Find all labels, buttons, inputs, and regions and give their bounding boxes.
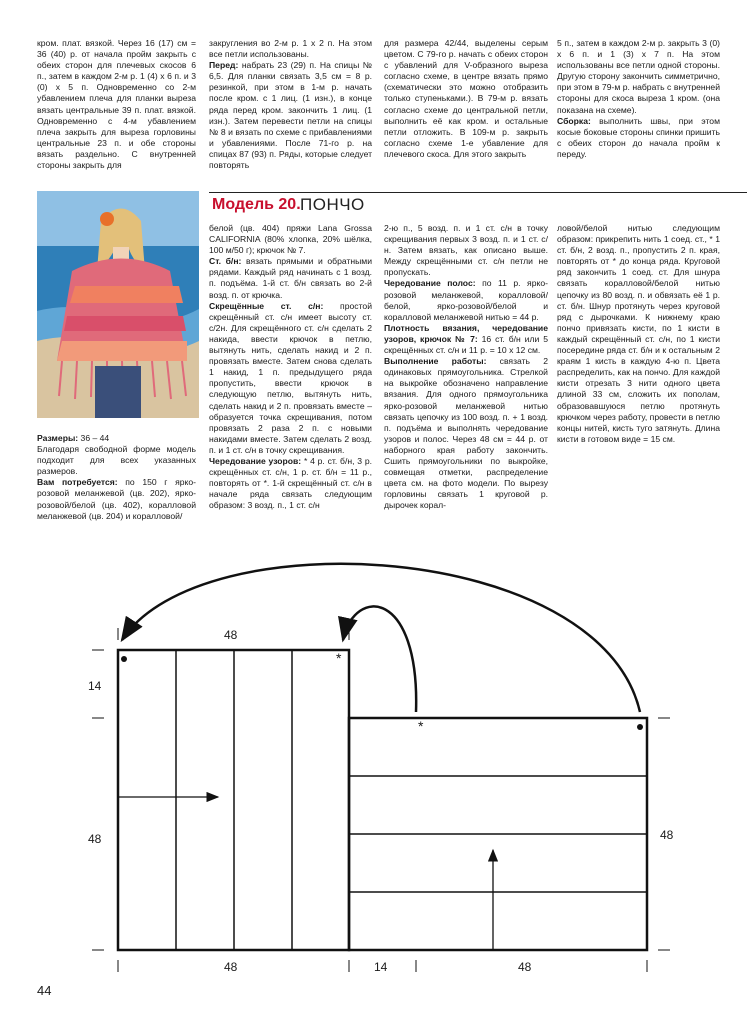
text: * 4 р. ст. б/н, 3 р. скрещённых ст. с/н, 1 р. ст. б/н = 11 р., повторять от *. 1-й скрещённый ст. с/н в начале ряда связать следующим образом: 3 возд. п., 1 ст. с/н (209, 455, 372, 511)
paragraph: ловой/белой нитью следующим образом: прикрепить нить 1 соед. ст., * 1 ст. б/н, 2 возд. п., пропустить 2 п. края, повторять от * до конца ряда. Круговой ряд закончить 1 соед. ст. Для шнура связать коралловой/белой нитью цепочку из 80 возд. п. и обвязать её 1 р. ст. б/н. Шнур протянуть через круговой ряд с дырочками. К нижнему краю пончо привязать кисти, по 1 кисти в каждый скрещённый ст. с/н, по 1 кисти посередине ряда ст. б/н и к остальным 2 краям 1 кисть в каждую 4-ю п. Цвета распределить, как на пончо. Для каждой кисти отрезать 3 нити одного цвета длиной 33 см, сложить их пополам, образовавшуюся петлю протянуть крючком через работу, провести в петлю концы нитей, кисть туго затянуть. Длина кисти в готовом виде = 15 см. (557, 223, 720, 444)
dot-connection-arrow (122, 564, 640, 712)
dim-bottom-left: 48 (224, 960, 238, 974)
text: по 11 р. ярко-розовой меланжевой, коралловой/белой, ярко-розовой/белой и коралловой меланжевой нитью = 44 р. (384, 278, 548, 322)
dot-mark-right (637, 724, 643, 730)
star-connection-arrow (343, 606, 416, 712)
star-mark-left: * (336, 650, 342, 666)
paragraph: Благодаря свободной форме модель подходит для всех указанных размеров. (37, 444, 196, 477)
text: простой скрещённый ст. с/н имеет высоту ст. с/2н. Для скрещённого ст. с/н сделать 2 накида, ввести крючок в петлю, вытянуть нить, сделать накид и 2 п. провязать вместе. Затем снова сделать 1 накид, 1 п. предыдущего ряда пропустить, ввести крючок в следующую петлю, вытянуть нить, сделать накид и 2 п. провязать вместе – образуется точка скрещивания, потом провязать 2 раза 2 п. с новыми накидами вместе. Затем сделать 2 возд. п. и 1 ст. с/н в точку скрещивания. (209, 300, 372, 455)
text: 16 ст. б/н или 5 скрещённых ст. с/н и 11 р. = 10 х 12 см. (384, 333, 548, 356)
label: Скрещённые ст. с/н: (209, 300, 324, 311)
label: Выполнение работы: (384, 356, 487, 367)
star-mark-right: * (418, 718, 424, 734)
dim-left-height: 48 (88, 832, 102, 846)
paragraph: 5 п., затем в каждом 2-м р. закрыть 3 (0) х 6 п. и 1 (3) х 7 п. На этом использованы все петли одной стороны. Другую сторону закончить симметрично, при этом в 79-м р. набрать с внутренней стороны для скоса выреза 1 кром. (она показана на схеме). (557, 38, 720, 115)
dim-right-height: 48 (660, 828, 674, 842)
paragraph: белой (цв. 404) пряжи Lana Grossa CALIFORNIA (80% хлопка, 20% шёлка, 100 м/50 г); крючок № 7. (209, 223, 372, 256)
paragraph: закругления во 2-м р. 1 х 2 п. На этом все петли использованы. (209, 38, 372, 60)
label: Чередование полос: (384, 278, 476, 289)
dimension-ticks (92, 628, 670, 972)
page-number: 44 (37, 983, 52, 998)
dot-mark-left (121, 656, 127, 662)
label: Ст. б/н: (209, 256, 242, 267)
dim-top-width: 48 (224, 628, 238, 642)
label: Перед: (209, 60, 239, 71)
dim-bottom-mid: 14 (374, 960, 388, 974)
model-title: ПОНЧО (300, 195, 365, 214)
model-number: Модель 20. (212, 196, 301, 213)
label: Чередование узоров: (209, 455, 302, 466)
dim-bottom-right: 48 (518, 960, 532, 974)
label: Вам потребуется: (37, 477, 118, 488)
text: вязать прямыми и обратными рядами. Каждый ряд начинать с 1 возд. п. подъёма. 1-й ст. б/н связать во 2-й возд. п. от крючка. (209, 256, 373, 300)
text: 36 – 44 (78, 433, 110, 443)
right-stripes (349, 776, 647, 892)
paragraph: кром. плат. вязкой. Через 16 (17) см = 36 (40) р. от начала пройм закрыть с обеих сторон для плечевых скосов 6 п., затем в каждом 2-м р. 1 (4) х 6 п. и 3 (0) х 5 п. Одновременно со 2-м убавлением плеча для планки выреза вязать центральные 39 п. плат. вязкой. Одновременно с 4-м убавлением плеча закрыть для выреза горловины центральные 23 п. и обе стороны вязать раздельно. С внутренней стороны закрыть для (37, 38, 196, 171)
dim-left-top-height: 14 (88, 679, 102, 693)
text: по 150 г ярко-розовой меланжевой (цв. 202), ярко-розовой/белой (цв. 402), коралловой меланжевой (цв. 204) и коралловой/ (37, 477, 196, 521)
label: Плотность вязания, чередование узоров, крючок № 7: (384, 322, 548, 344)
label: Размеры: (37, 433, 79, 443)
label: Сборка: (557, 115, 591, 126)
text: выполнить швы, при этом косые боковые стороны спинки пришить с обеих сторон до начала пройм к переду. (557, 115, 720, 159)
left-stripes (176, 650, 292, 950)
text: набрать 23 (29) п. На спицы № 6,5. Для планки связать 3,5 см = 8 р. резинкой, при этом в 1-м р. начать после кром. с 1 лиц. (1 изн.), в конце ряда перед кром. закончить 1 лиц. (1 изн.). Затем перевести петли на спицы № 8 и вязать по схеме с прибавлениями и убавлениями. После 71-го р. на спицах 87 (93) п. Ряды, которые следует повторять (209, 60, 372, 171)
text: связать 2 одинаковых прямоугольника. Стрелкой на выкройке обозначено направление вязания. Для одного прямоугольника ярко-розовой меланжевой нитью связать цепочку из 100 возд. п. + 1 возд. п. подъёма и выполнять чередование узоров и полос. Через 48 см = 44 р. от наборного края работу закончить. Сшить прямоугольники по выкройке, совмещая отметки, распределение цвета см. на фото модели. По вырезу горловины связать 1 круговой р. дырочек корал- (384, 356, 549, 511)
paragraph: для размера 42/44, выделены серым цветом. С 79-го р. начать с обеих сторон с убавлений для V-образного выреза согласно схеме, в центре вязать прямо (схематически это можно отобразить только ступеньками.). В 79-м р. вязать согласно схеме до центральной петли, выполнить её как кром. и остальные петли отложить. В 109-м р. закрыть согласно схеме 1-е убавление для плечевого скоса. Для этого закрыть (384, 38, 548, 159)
paragraph: 2-ю п., 5 возд. п. и 1 ст. с/н в точку скрещивания первых 3 возд. п. и 1 ст. с/н. Затем вязать, как описано выше. Между скрещёнными ст. с/н петли не пропускать. (384, 223, 548, 278)
